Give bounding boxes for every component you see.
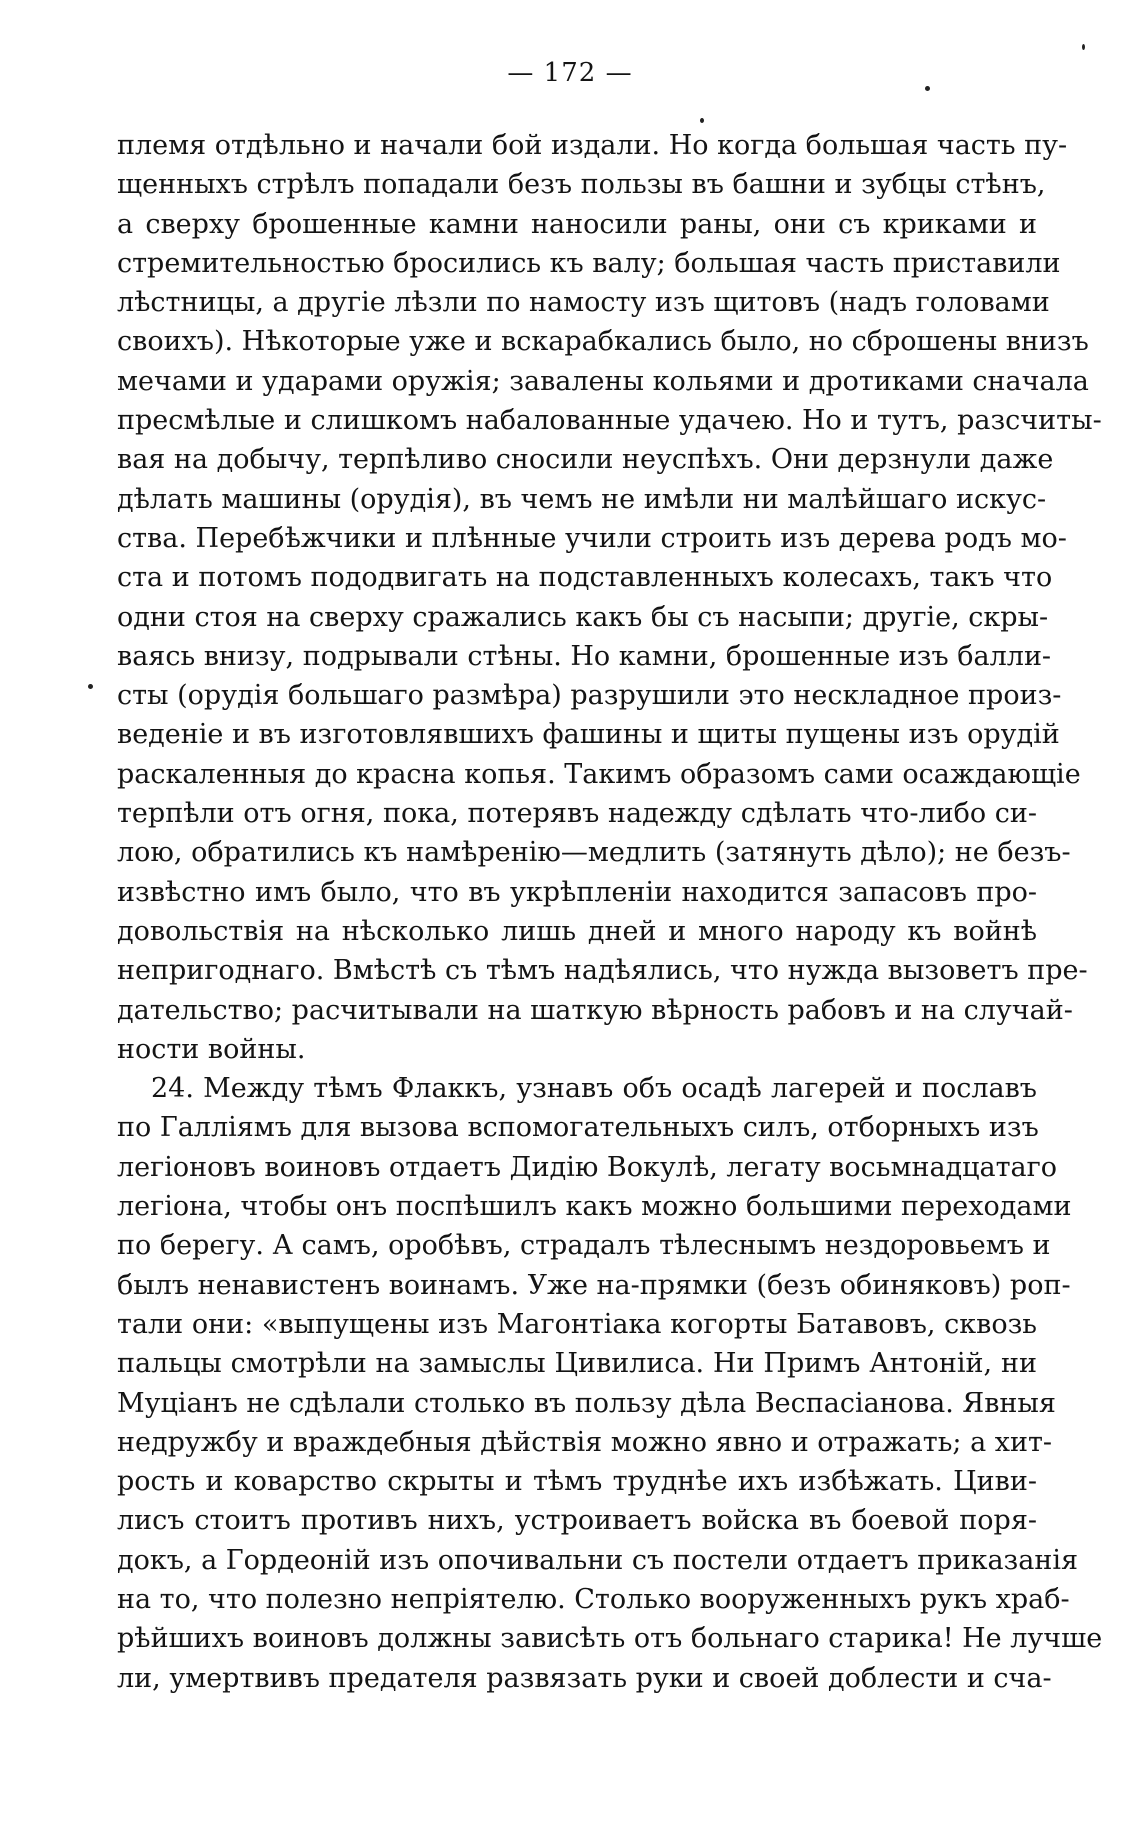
scan-speck [88, 684, 93, 689]
text-line: лисъ стоитъ противъ нихъ, устроиваетъ войска въ боевой поря- [117, 1505, 1037, 1537]
body-text [117, 126, 1103, 1698]
text-line: докъ, а Гордеоній изъ опочивальни съ постели отдаетъ приказанія [117, 1544, 1079, 1576]
text-line: былъ ненавистенъ воинамъ. Уже на-прямки (безъ обиняковъ) роп- [117, 1269, 1071, 1301]
text-line: недружбу и враждебныя дѣйствія можно явно и отражать; а хит- [117, 1426, 1053, 1458]
text-line: сты (орудія большаго размѣра) разрушили это нескладное произ- [117, 680, 1062, 712]
text-line: довольствія на нѣсколько лишь дней и много народу къ войнѣ [117, 915, 1037, 947]
scan-speck [700, 118, 704, 123]
text-line: ста и потомъ пододвигать на подставленныхъ колесахъ, такъ что [117, 562, 1053, 594]
text-line: стремительностью бросились къ валу; большая часть приставили [117, 247, 1061, 279]
text-line: своихъ). Нѣкоторые уже и вскарабкались было, но сброшены внизъ [117, 326, 1089, 358]
text-line: ваясь внизу, подрывали стѣны. Но камни, брошенные изъ балли- [117, 640, 1052, 672]
text-line: ства. Перебѣжчики и плѣнные учили строить изъ дерева родъ мо- [117, 522, 1067, 554]
text-line: дательство; расчитывали на шаткую вѣрность рабовъ и на случай- [117, 994, 1073, 1026]
text-line: тали они: «выпущены изъ Магонтіака когорты Батавовъ, сквозь [117, 1308, 1037, 1340]
text-line: пресмѣлые и слишкомъ набалованные удачею. Но и тутъ, разсчиты- [117, 405, 1102, 437]
text-line: легіона, чтобы онъ поспѣшилъ какъ можно большими переходами [117, 1191, 1072, 1223]
text-line: вая на добычу, терпѣливо сносили неуспѣхъ. Они дерзнули даже [117, 444, 1054, 476]
text-line: по берегу. А самъ, оробѣвъ, страдалъ тѣлеснымъ нездоровьемъ и [117, 1230, 1051, 1262]
text-line: Муціанъ не сдѣлали столько въ пользу дѣла Веспасіанова. Явныя [117, 1387, 1056, 1419]
paragraph-end-line: ности войны. [117, 1033, 306, 1065]
text-line: терпѣли отъ огня, пока, потерявъ надежду сдѣлать что-либо си- [117, 798, 1037, 830]
text-line: извѣстно имъ было, что въ укрѣпленіи находится запасовъ про- [117, 876, 1037, 908]
scan-speck [925, 86, 930, 91]
text-line: пальцы смотрѣли на замыслы Цивилиса. Ни Примъ Антоній, ни [117, 1348, 1037, 1380]
text-line: дѣлать машины (орудія), въ чемъ не имѣли ни малѣйшаго искус- [117, 483, 1047, 515]
text-line: непригоднаго. Вмѣстѣ съ тѣмъ надѣялись, что нужда вызоветъ пре- [117, 955, 1088, 987]
page-number: — 172 — [507, 58, 633, 88]
text-line: рость и коварство скрыты и тѣмъ труднѣе ихъ избѣжать. Циви- [117, 1466, 1037, 1498]
text-line: ли, умертвивъ предателя развязать руки и своей доблести и сча- [117, 1662, 1052, 1694]
text-line: лѣстницы, а другіе лѣзли по намосту изъ щитовъ (надъ головами [117, 287, 1050, 319]
text-line: лою, обратились къ намѣренію—медлить (затянуть дѣло); не безъ- [117, 837, 1071, 869]
scan-speck [1082, 44, 1085, 50]
text-line: щенныхъ стрѣлъ попадали безъ пользы въ башни и зубцы стѣнъ, [117, 169, 1046, 201]
text-line: веденіе и въ изготовлявшихъ фашины и щиты пущены изъ орудій [117, 719, 1060, 751]
text-line: а сверху брошенные камни наносили раны, они съ криками и [117, 208, 1037, 240]
section-24-first-line: 24. Между тѣмъ Флаккъ, узнавъ объ осадѣ лагерей и пославъ [151, 1073, 1037, 1105]
text-line: рѣйшихъ воиновъ должны зависѣть отъ больнаго старика! Не лучше [117, 1623, 1103, 1655]
text-line: раскаленныя до красна копья. Такимъ образомъ сами осаждающіе [117, 758, 1081, 790]
text-line: по Галліямъ для вызова вспомогательныхъ силъ, отборныхъ изъ [117, 1112, 1039, 1144]
text-line: на то, что полезно непріятелю. Столько вооруженныхъ рукъ храб- [117, 1583, 1070, 1615]
text-line: племя отдѣльно и начали бой издали. Но когда большая часть пу- [117, 130, 1068, 161]
text-line: одни стоя на сверху сражались какъ бы съ насыпи; другіе, скры- [117, 601, 1049, 633]
text-line: мечами и ударами оружія; завалены кольями и дротиками сначала [117, 365, 1089, 397]
text-line: легіоновъ воиновъ отдаетъ Дидію Вокулѣ, легату восьмнадцатаго [117, 1151, 1058, 1183]
